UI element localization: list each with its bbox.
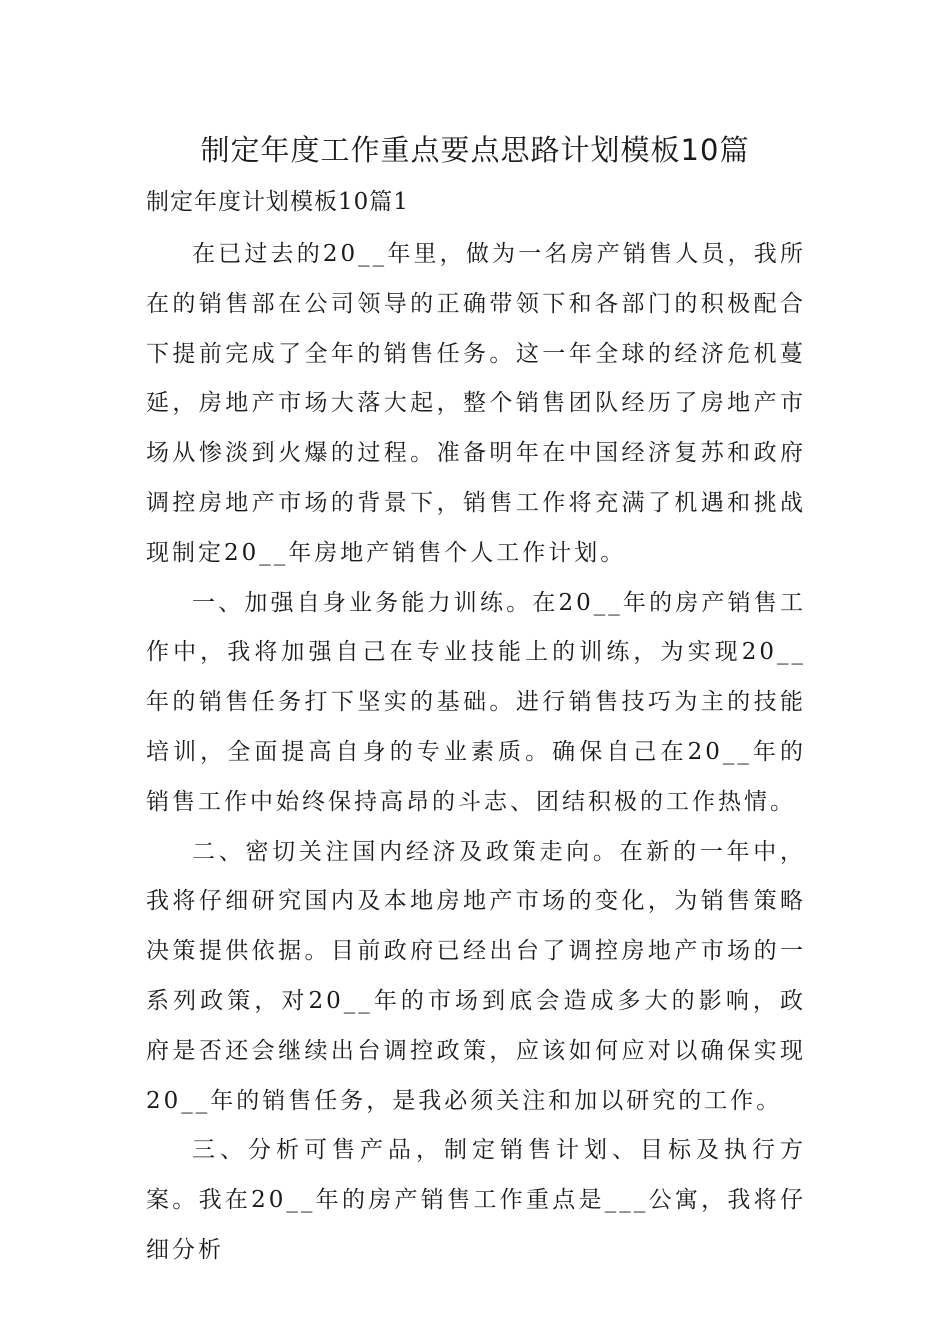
section-title: 制定年度计划模板10篇1 [146, 189, 409, 215]
paragraph-three: 三、分析可售产品，制定销售计划、目标及执行方案。我在20__年的房产销售工作重点是___公寓，我将仔细分析 [146, 1137, 806, 1263]
document-body [146, 230, 806, 1276]
paragraph-one: 一、加强自身业务能力训练。在20__年的房产销售工作中，我将加强自己在专业技能上的训练，为实现20__年的销售任务打下坚实的基础。进行销售技巧为主的技能培训，全面提高自身的专业素质。确保自己在20__年的销售工作中始终保持高昂的斗志、团结积极的工作热情。 [146, 589, 806, 815]
document-title: 制定年度工作重点要点思路计划模板10篇 [200, 133, 750, 167]
paragraph-two: 二、密切关注国内经济及政策走向。在新的一年中，我将仔细研究国内及本地房地产市场的变化，为销售策略决策提供依据。目前政府已经出台了调控房地产市场的一系列政策，对20__年的市场到底会造成多大的影响，政府是否还会继续出台调控政策，应该如何应对以确保实现20__年的销售任务，是我必须关注和加以研究的工作。 [146, 838, 806, 1114]
paragraph-intro: 在已过去的20__年里，做为一名房产销售人员，我所在的销售部在公司领导的正确带领下和各部门的积极配合下提前完成了全年的销售任务。这一年全球的经济危机蔓延，房地产市场大落大起，整个销售团队经历了房地产市场从惨淡到火爆的过程。准备明年在中国经济复苏和政府调控房地产市场的背景下，销售工作将充满了机遇和挑战现制定20__年房地产销售个人工作计划。 [146, 241, 806, 566]
